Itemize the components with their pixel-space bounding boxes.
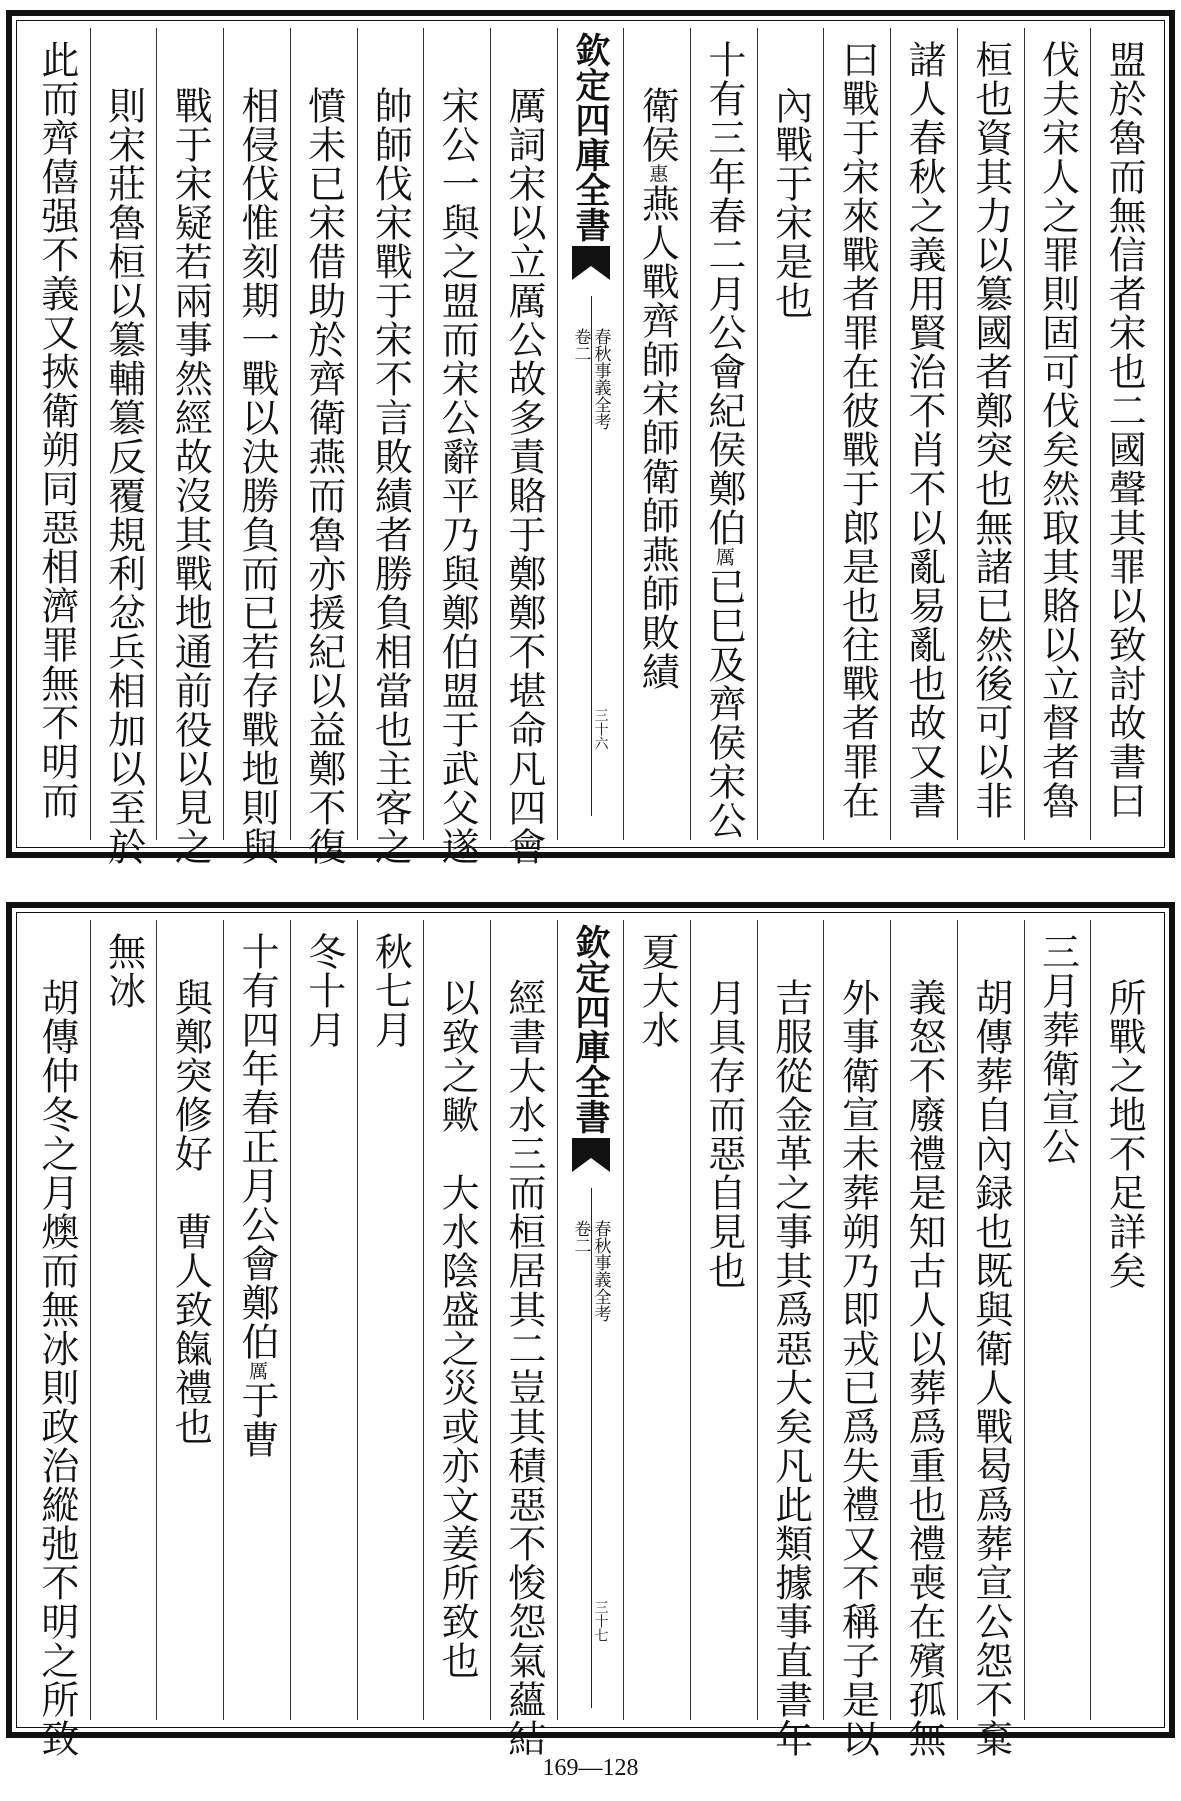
spine-book-title: 春秋事義全考 <box>590 1220 611 1322</box>
fish-tail-mark-icon <box>570 244 612 288</box>
column-text <box>768 978 813 1758</box>
column-text <box>902 978 947 1758</box>
fish-tail-mark-icon <box>570 1136 612 1180</box>
text-column <box>290 920 357 1720</box>
text-column <box>890 28 957 840</box>
text-column <box>1024 920 1091 1720</box>
spine-volume: 卷二 <box>570 1220 591 1254</box>
column-text-segment: 此而齊僖强不義又挾衛朔同惡相濟罪無不明而 <box>34 40 79 820</box>
column-text <box>168 978 213 1446</box>
text-column <box>90 28 157 866</box>
column-text <box>235 932 279 1459</box>
interlinear-note: 惠 <box>646 164 669 184</box>
column-text <box>968 978 1013 1758</box>
text-column <box>423 920 490 1720</box>
column-text-segment: 十有四年春正月公會鄭伯 <box>235 932 279 1361</box>
spine <box>570 28 612 840</box>
column-text <box>435 86 480 866</box>
text-column <box>90 920 157 1720</box>
top-page <box>6 10 1175 866</box>
text-column <box>890 920 957 1758</box>
column-text <box>101 86 146 866</box>
column-text <box>1035 932 1080 1166</box>
spine-volume: 卷二 <box>570 328 591 362</box>
text-column <box>957 28 1024 840</box>
column-text-segment: 胡傳仲冬之月燠而無冰則政治縱弛不明之所致 <box>34 978 79 1758</box>
column-text-segment: 戰于宋疑若兩事然經故沒其戰地通前役以見之 <box>168 86 213 866</box>
column-text-segment: 諸人春秋之義用賢治不肖不以亂易亂也故又書 <box>902 40 947 820</box>
column-text-segment: 吉服從金革之事其爲惡大矣凡此類據事直書年 <box>768 978 813 1758</box>
column-text-segment: 已巳及齊侯宋公 <box>701 567 746 840</box>
column-text-segment: 胡傳葬自內録也既與衛人戰曷爲葬宣公怨不棄 <box>968 978 1013 1758</box>
column-text-segment: 盟於魯而無信者宋也二國聲其罪以致討故書曰 <box>1102 40 1147 820</box>
column-text-segment: 衛侯 <box>635 86 680 164</box>
column-text-segment: 伐夫宋人之罪則固可伐矣然取其賂以立督者魯 <box>1035 40 1080 820</box>
column-text <box>1102 40 1147 820</box>
column-text-segment: 相侵伐惟刻期一戰以決勝負而已若存戰地則與 <box>235 86 279 866</box>
column-text <box>635 932 680 1049</box>
spine-column <box>557 920 624 1720</box>
spine-book-title: 春秋事義全考 <box>590 328 611 430</box>
text-column <box>223 28 290 866</box>
text-column <box>823 920 890 1758</box>
spine-title: 欽定四庫全書 <box>570 32 612 242</box>
column-text <box>301 86 346 866</box>
column-text <box>968 40 1013 820</box>
interlinear-note: 厲 <box>712 547 735 567</box>
text-column <box>957 920 1024 1758</box>
text-column <box>623 920 690 1720</box>
column-text <box>701 40 746 840</box>
text-column <box>223 920 290 1720</box>
column-text <box>501 86 546 866</box>
column-text <box>368 86 413 866</box>
column-text <box>34 40 79 820</box>
column-text <box>501 978 546 1758</box>
column-text <box>34 978 79 1758</box>
text-column <box>24 28 90 840</box>
text-column <box>757 920 824 1758</box>
text-column <box>490 920 557 1758</box>
column-text-segment: 秋七月 <box>368 932 413 1049</box>
column-text <box>368 932 413 1049</box>
text-column <box>690 28 757 840</box>
column-text <box>101 932 146 1010</box>
column-text <box>902 40 947 820</box>
column-text-segment: 帥師伐宋戰于宋不言敗績者勝負相當也主客之 <box>368 86 413 866</box>
text-column <box>1024 28 1091 840</box>
spine-leaf-number: 三十七 <box>592 1600 609 1642</box>
column-text-segment: 冬十月 <box>301 932 346 1049</box>
text-column <box>357 28 424 866</box>
column-text-segment: 所戰之地不足詳矣 <box>1102 978 1147 1290</box>
text-column <box>290 28 357 866</box>
column-text-segment: 以致之歟 大水陰盛之災或亦文姜所致也 <box>435 978 480 1680</box>
column-text-segment: 無冰 <box>101 932 146 1010</box>
text-column <box>823 28 890 840</box>
column-text-segment: 與鄭突修好 曹人致餼禮也 <box>168 978 213 1446</box>
spine-title: 欽定四庫全書 <box>570 924 612 1134</box>
column-text <box>768 86 813 320</box>
column-text <box>235 86 279 866</box>
text-column <box>357 920 424 1720</box>
column-text <box>835 978 880 1758</box>
column-text-segment: 于曹 <box>235 1381 279 1459</box>
text-column <box>1090 28 1157 840</box>
column-text <box>835 40 880 820</box>
spine-column <box>557 28 624 840</box>
column-text-segment: 經書大水三而桓居其二豈其積惡不悛怨氣蘊結 <box>501 978 546 1758</box>
column-text <box>301 932 346 1049</box>
column-text <box>168 86 213 866</box>
column-text-segment: 十有三年春二月公會紀侯鄭伯 <box>701 40 746 547</box>
text-column <box>623 28 690 840</box>
column-text <box>1035 40 1080 820</box>
spine-leaf-number: 三十六 <box>592 708 609 750</box>
bottom-page <box>6 902 1175 1758</box>
column-text-segment: 月具存而惡自見也 <box>701 978 746 1290</box>
text-column <box>423 28 490 866</box>
column-text <box>635 86 680 691</box>
spine <box>570 920 612 1720</box>
text-column <box>757 28 824 840</box>
bottom-page-columns <box>24 920 1157 1758</box>
column-text-segment: 三月葬衛宣公 <box>1035 932 1080 1166</box>
text-column <box>490 28 557 866</box>
text-column <box>156 920 223 1720</box>
column-text-segment: 曰戰于宋來戰者罪在彼戰于郎是也往戰者罪在 <box>835 40 880 820</box>
column-text-segment: 桓也資其力以簒國者鄭突也無諸已然後可以非 <box>968 40 1013 820</box>
column-text-segment: 燕人戰齊師宋師衛師燕師敗績 <box>635 184 680 691</box>
column-text-segment: 內戰于宋是也 <box>768 86 813 320</box>
text-column <box>1090 920 1157 1720</box>
top-page-columns <box>24 28 1157 866</box>
column-text-segment: 外事衛宣未葬朔乃即戎已爲失禮又不稱子是以 <box>835 978 880 1758</box>
interlinear-note: 厲 <box>246 1361 268 1381</box>
column-text-segment: 義怒不廢禮是知古人以葬爲重也禮喪在殯孤無 <box>902 978 947 1758</box>
column-text-segment: 夏大水 <box>635 932 680 1049</box>
page-number: 169—128 <box>542 1755 639 1781</box>
text-column <box>690 920 757 1720</box>
column-text-segment: 憤未已宋借助於齊衛燕而魯亦援紀以益鄭不復 <box>301 86 346 866</box>
text-column <box>156 28 223 866</box>
column-text-segment: 宋公一與之盟而宋公辭平乃與鄭伯盟于武父遂 <box>435 86 480 866</box>
column-text-segment: 則宋莊魯桓以簒輔簒反覆規利忿兵相加以至於 <box>101 86 146 866</box>
column-text-segment: 厲詞宋以立厲公故多責賂于鄭鄭不堪命凡四會 <box>501 86 546 866</box>
column-text <box>701 978 746 1290</box>
column-text <box>1102 978 1147 1290</box>
text-column <box>24 920 90 1758</box>
column-text <box>435 978 480 1680</box>
